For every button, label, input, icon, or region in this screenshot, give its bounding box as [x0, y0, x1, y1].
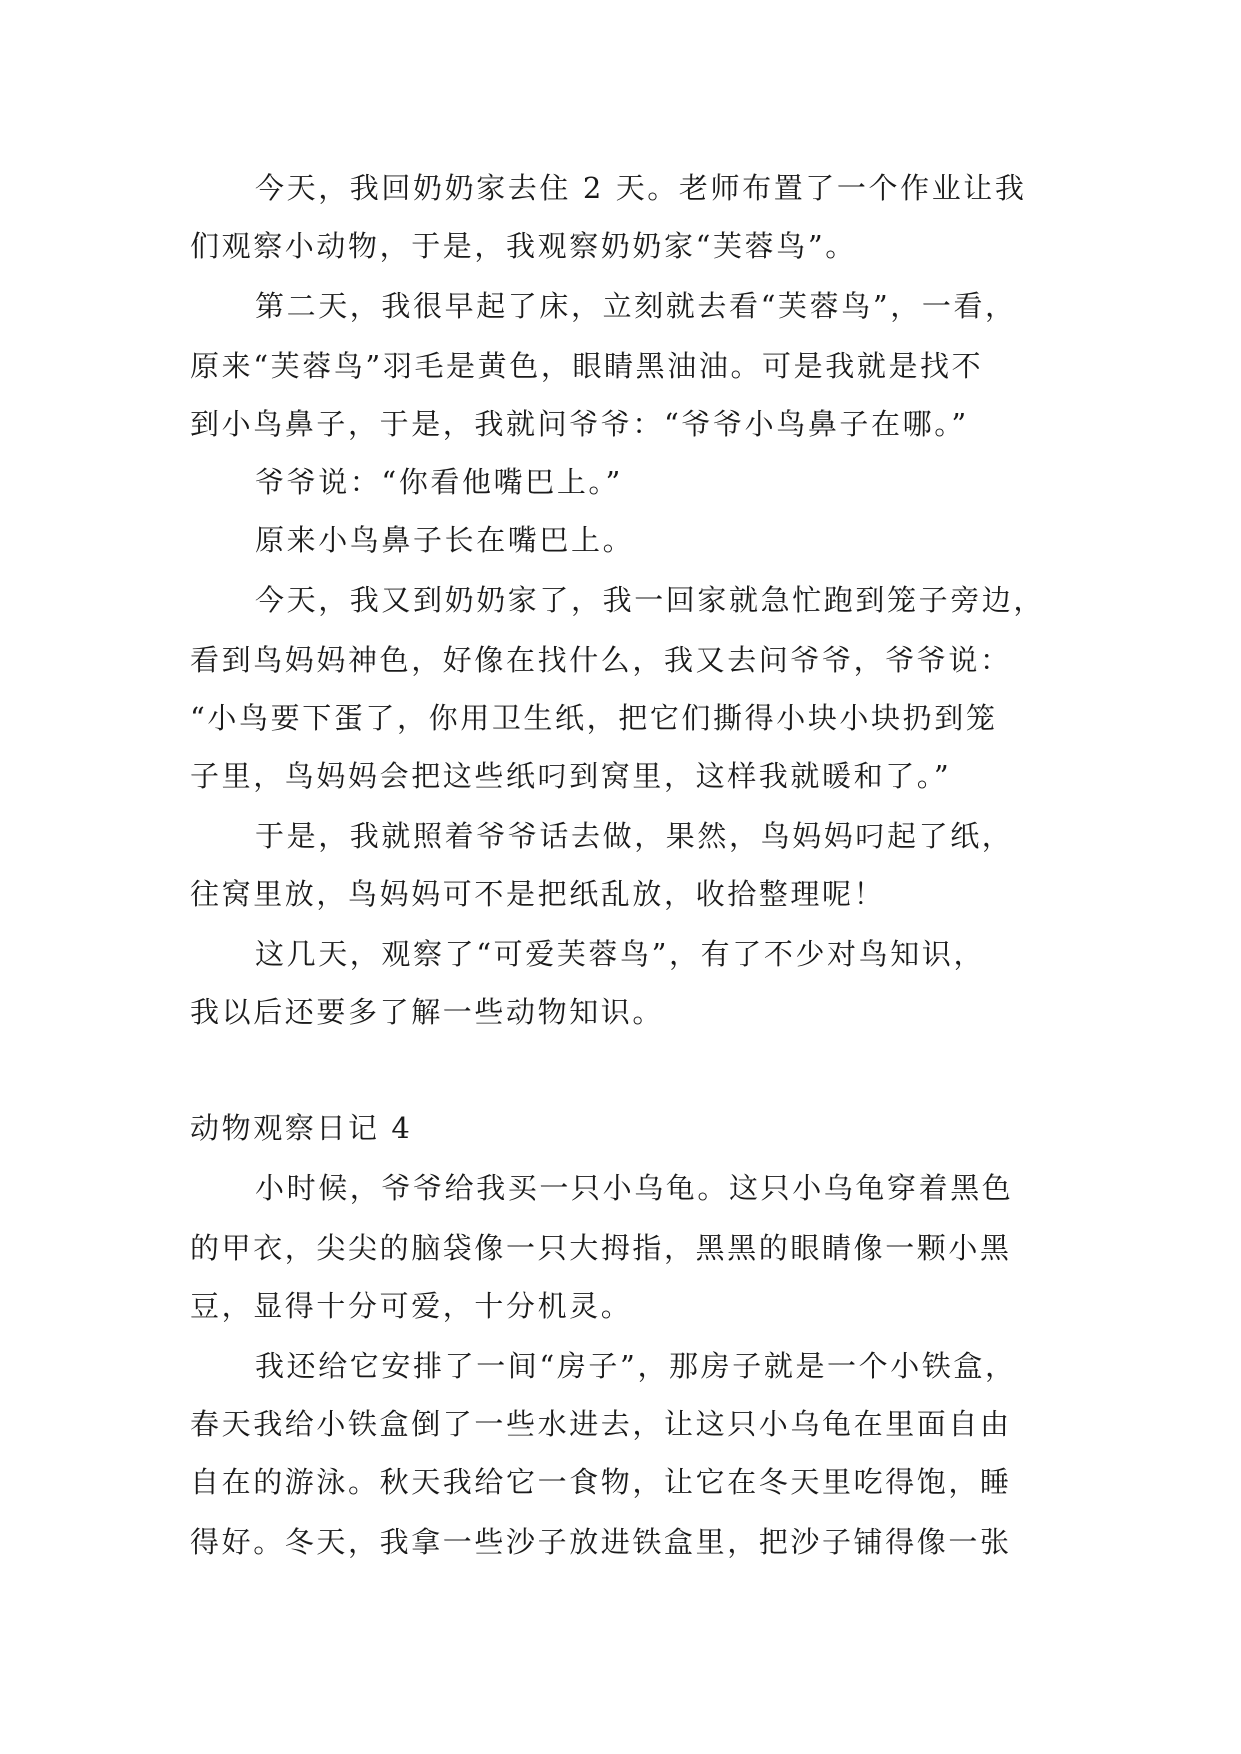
text-line: 到小鸟鼻子，于是，我就问爷爷：“爷爷小鸟鼻子在哪。”: [190, 407, 969, 441]
text-line: 我还给它安排了一间“房子”，那房子就是一个小铁盒，: [255, 1349, 1017, 1383]
text-line: 今天，我回奶奶家去住 2 天。老师布置了一个作业让我: [255, 171, 1027, 205]
text-line: “小鸟要下蛋了，你用卫生纸，把它们撕得小块小块扔到笼: [190, 701, 998, 735]
text-line: 春天我给小铁盒倒了一些水进去，让这只小乌龟在里面自由: [190, 1407, 1012, 1441]
text-line: 看到鸟妈妈神色，好像在找什么，我又去问爷爷，爷爷说：: [190, 643, 1012, 677]
text-line: 得好。冬天，我拿一些沙子放进铁盒里，把沙子铺得像一张: [190, 1525, 1012, 1559]
section-heading: 动物观察日记 4: [190, 1111, 413, 1145]
text-line: 自在的游泳。秋天我给它一食物，让它在冬天里吃得饱，睡: [190, 1465, 1012, 1499]
text-line: 第二天，我很早起了床，立刻就去看“芙蓉鸟”，一看，: [255, 289, 1017, 323]
text-line: 豆，显得十分可爱，十分机灵。: [190, 1289, 633, 1323]
text-line: 我以后还要多了解一些动物知识。: [190, 995, 665, 1029]
text-line: 这几天，观察了“可爱芙蓉鸟”，有了不少对鸟知识，: [255, 937, 986, 971]
text-line: 们观察小动物，于是，我观察奶奶家“芙蓉鸟”。: [190, 229, 857, 263]
text-line: 今天，我又到奶奶家了，我一回家就急忙跑到笼子旁边，: [255, 583, 1046, 617]
text-line: 往窝里放，鸟妈妈可不是把纸乱放，收拾整理呢！: [190, 877, 886, 911]
text-line: 于是，我就照着爷爷话去做，果然，鸟妈妈叼起了纸，: [255, 819, 1014, 853]
text-line: 原来“芙蓉鸟”羽毛是黄色，眼睛黑油油。可是我就是找不: [190, 349, 984, 383]
text-line: 爷爷说：“你看他嘴巴上。”: [255, 465, 623, 499]
text-line: 的甲衣，尖尖的脑袋像一只大拇指，黑黑的眼睛像一颗小黑: [190, 1231, 1012, 1265]
text-line: 小时候，爷爷给我买一只小乌龟。这只小乌龟穿着黑色: [255, 1171, 1014, 1205]
text-line: 子里，鸟妈妈会把这些纸叼到窝里，这样我就暖和了。”: [190, 759, 952, 793]
text-line: 原来小鸟鼻子长在嘴巴上。: [255, 523, 635, 557]
